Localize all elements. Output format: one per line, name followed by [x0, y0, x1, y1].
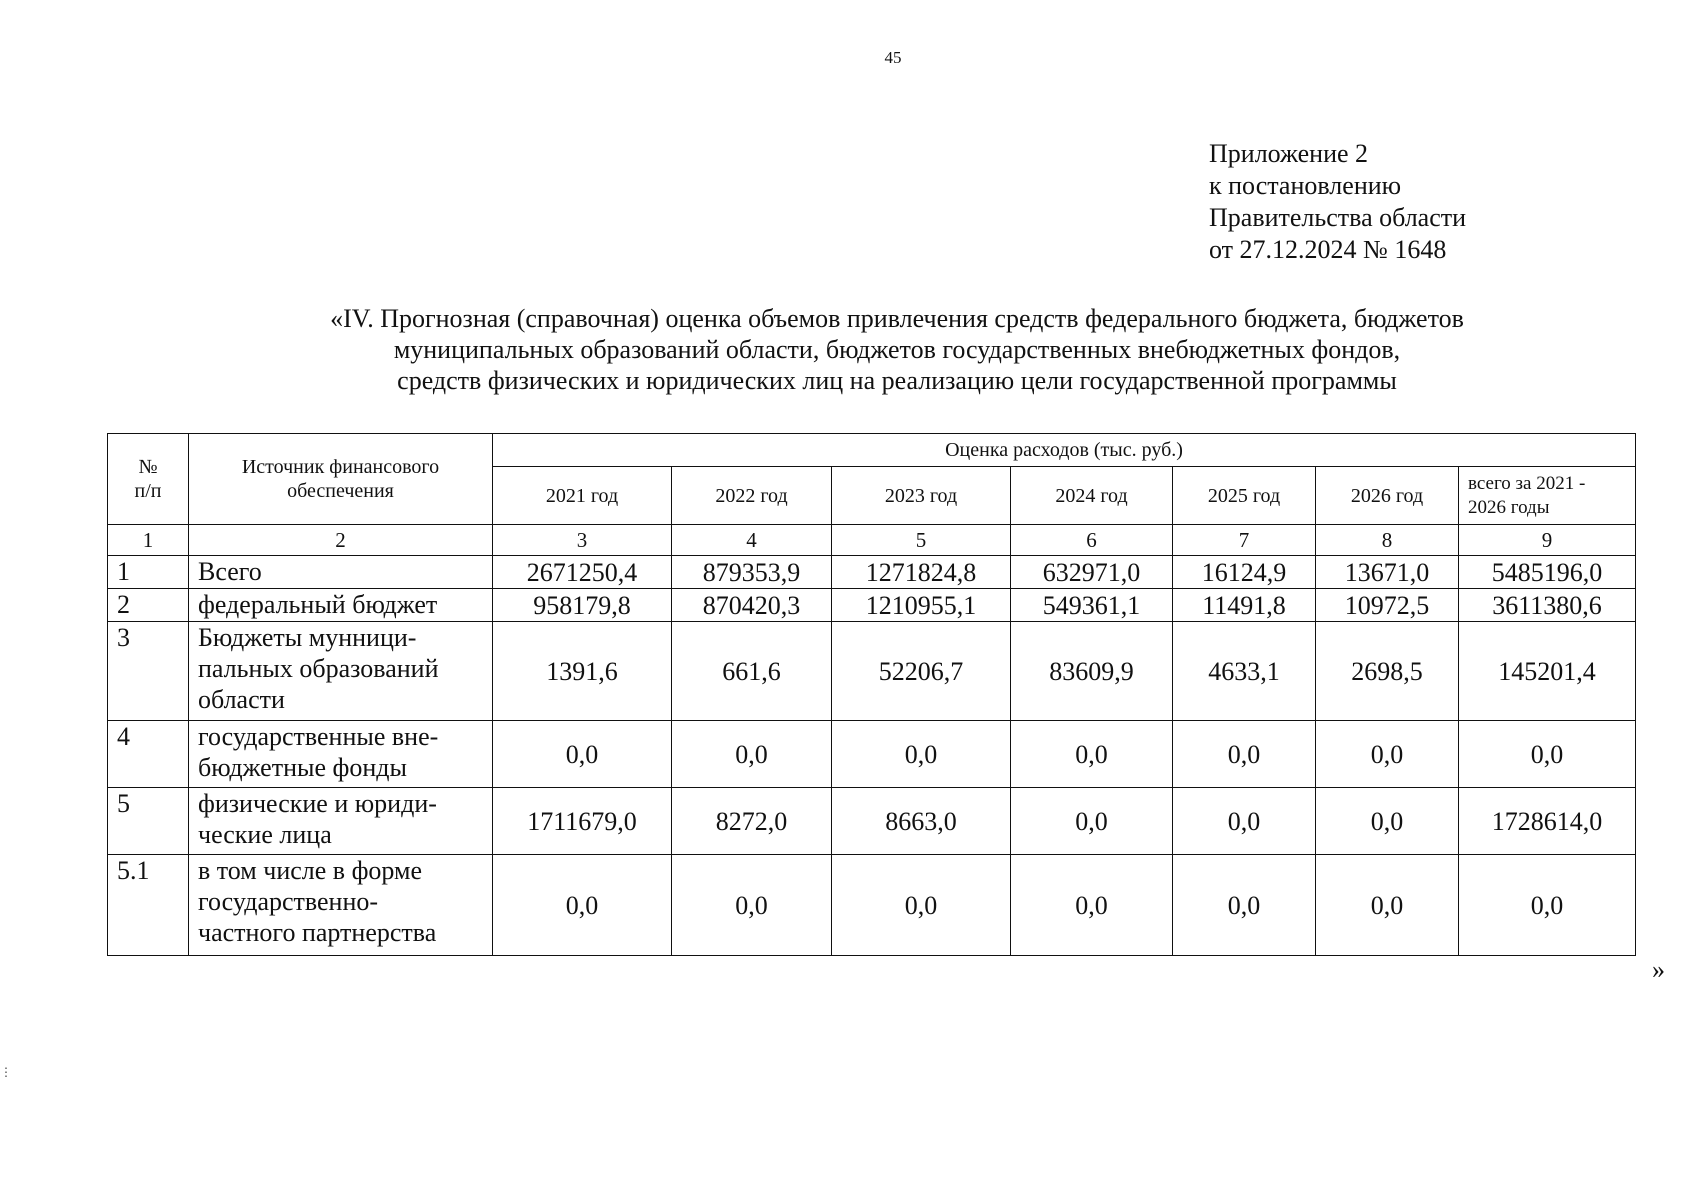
header-group-cell: Оценка расходов (тыс. руб.): [493, 434, 1636, 467]
header-num-line: п/п: [134, 480, 162, 502]
row-value: 0,0: [1316, 721, 1459, 788]
row-value: 879353,9: [672, 556, 832, 589]
row-value: 10972,5: [1316, 589, 1459, 622]
row-source-line: государственно-: [198, 887, 379, 916]
column-index-cell: 3: [493, 525, 672, 556]
header-source-cell: [189, 434, 493, 525]
row-source-line: пальных образований: [198, 654, 439, 683]
row-value: 5485196,0: [1459, 556, 1636, 589]
row-source-line: физические и юриди-: [198, 789, 437, 818]
table-row: [108, 556, 1636, 589]
row-value: 0,0: [1173, 721, 1316, 788]
column-index-cell: 4: [672, 525, 832, 556]
row-number: 3: [108, 622, 189, 721]
row-value: 0,0: [1011, 721, 1173, 788]
row-value: 1711679,0: [493, 788, 672, 855]
header-source-line: Источник финансового: [241, 456, 440, 478]
column-index-cell: 9: [1459, 525, 1636, 556]
row-source-line: ческие лица: [198, 820, 332, 849]
section-heading: [107, 303, 1687, 396]
header-total-line: 2026 годы: [1468, 496, 1550, 518]
row-source: [189, 556, 493, 589]
column-index-cell: 2: [189, 525, 493, 556]
appendix-line: Приложение 2: [1209, 139, 1369, 168]
row-value: 52206,7: [832, 622, 1011, 721]
row-value: 11491,8: [1173, 589, 1316, 622]
heading-line: муниципальных образований области, бюджетов государственных внебюджетных фондов,: [393, 335, 1401, 364]
row-source: [189, 622, 493, 721]
header-num-line: №: [138, 456, 158, 478]
table-row: [108, 622, 1636, 721]
column-index-cell: 1: [108, 525, 189, 556]
row-value: 83609,9: [1011, 622, 1173, 721]
row-source: [189, 589, 493, 622]
row-source-line: федеральный бюджет: [198, 590, 438, 619]
table-row: [108, 589, 1636, 622]
row-source-line: бюджетные фонды: [198, 753, 407, 782]
financing-table: [107, 433, 1636, 956]
table-row: [108, 788, 1636, 855]
row-source-line: Бюджеты мунници-: [198, 623, 417, 652]
row-value: 0,0: [1173, 855, 1316, 956]
row-value: 1210955,1: [832, 589, 1011, 622]
row-value: 4633,1: [1173, 622, 1316, 721]
column-index-cell: 7: [1173, 525, 1316, 556]
row-source-line: области: [198, 685, 285, 714]
row-value: 0,0: [1011, 855, 1173, 956]
row-value: 0,0: [493, 721, 672, 788]
row-value: 0,0: [1459, 855, 1636, 956]
row-value: 3611380,6: [1459, 589, 1636, 622]
row-source: [189, 721, 493, 788]
row-value: 8663,0: [832, 788, 1011, 855]
row-source-line: в том числе в форме: [198, 856, 423, 885]
row-number: 2: [108, 589, 189, 622]
appendix-line: к постановлению: [1209, 171, 1402, 200]
row-number: 1: [108, 556, 189, 589]
row-number: 5.1: [108, 855, 189, 956]
column-index-cell: 6: [1011, 525, 1173, 556]
row-value: 145201,4: [1459, 622, 1636, 721]
page-number: 45: [884, 48, 902, 67]
column-index-cell: 8: [1316, 525, 1459, 556]
row-value: 0,0: [832, 721, 1011, 788]
table-row: [108, 855, 1636, 956]
row-value: 632971,0: [1011, 556, 1173, 589]
row-number: 5: [108, 788, 189, 855]
appendix-line: от 27.12.2024 № 1648: [1209, 235, 1447, 264]
row-value: 1391,6: [493, 622, 672, 721]
closing-quote: »: [1652, 955, 1665, 984]
row-value: 8272,0: [672, 788, 832, 855]
row-value: 0,0: [493, 855, 672, 956]
heading-line: «IV. Прогнозная (справочная) оценка объемов привлечения средств федерального бюджета, бюджетов: [330, 304, 1464, 333]
header-year-cell: 2023 год: [832, 467, 1011, 525]
row-source-line: частного партнерства: [198, 918, 437, 947]
row-number: 4: [108, 721, 189, 788]
heading-line: средств физических и юридических лиц на реализацию цели государственной программы: [397, 366, 1397, 395]
row-value: 0,0: [1011, 788, 1173, 855]
header-year-cell: 2025 год: [1173, 467, 1316, 525]
margin-mark: ⋮: [0, 1065, 12, 1079]
row-value: 0,0: [1316, 855, 1459, 956]
row-value: 0,0: [1459, 721, 1636, 788]
appendix-line: Правительства области: [1209, 203, 1467, 232]
row-value: 870420,3: [672, 589, 832, 622]
row-value: 1271824,8: [832, 556, 1011, 589]
header-total-cell: [1459, 467, 1636, 525]
row-value: 661,6: [672, 622, 832, 721]
row-value: 0,0: [832, 855, 1011, 956]
table-row: [108, 721, 1636, 788]
row-value: 1728614,0: [1459, 788, 1636, 855]
row-value: 549361,1: [1011, 589, 1173, 622]
header-year-cell: 2024 год: [1011, 467, 1173, 525]
row-source: [189, 855, 493, 956]
row-value: 0,0: [1173, 788, 1316, 855]
row-value: 0,0: [1316, 788, 1459, 855]
header-year-cell: 2021 год: [493, 467, 672, 525]
appendix-block: [1209, 138, 1466, 266]
row-source-line: Всего: [198, 557, 262, 586]
row-value: 958179,8: [493, 589, 672, 622]
column-index-cell: 5: [832, 525, 1011, 556]
header-year-cell: 2026 год: [1316, 467, 1459, 525]
row-value: 0,0: [672, 721, 832, 788]
row-value: 13671,0: [1316, 556, 1459, 589]
row-source: [189, 788, 493, 855]
header-num-cell: [108, 434, 189, 525]
header-total-line: всего за 2021 -: [1468, 472, 1586, 494]
row-value: 16124,9: [1173, 556, 1316, 589]
header-source-line: обеспечения: [287, 480, 394, 502]
header-year-cell: 2022 год: [672, 467, 832, 525]
row-value: 0,0: [672, 855, 832, 956]
row-value: 2671250,4: [493, 556, 672, 589]
row-value: 2698,5: [1316, 622, 1459, 721]
row-source-line: государственные вне-: [198, 722, 439, 751]
